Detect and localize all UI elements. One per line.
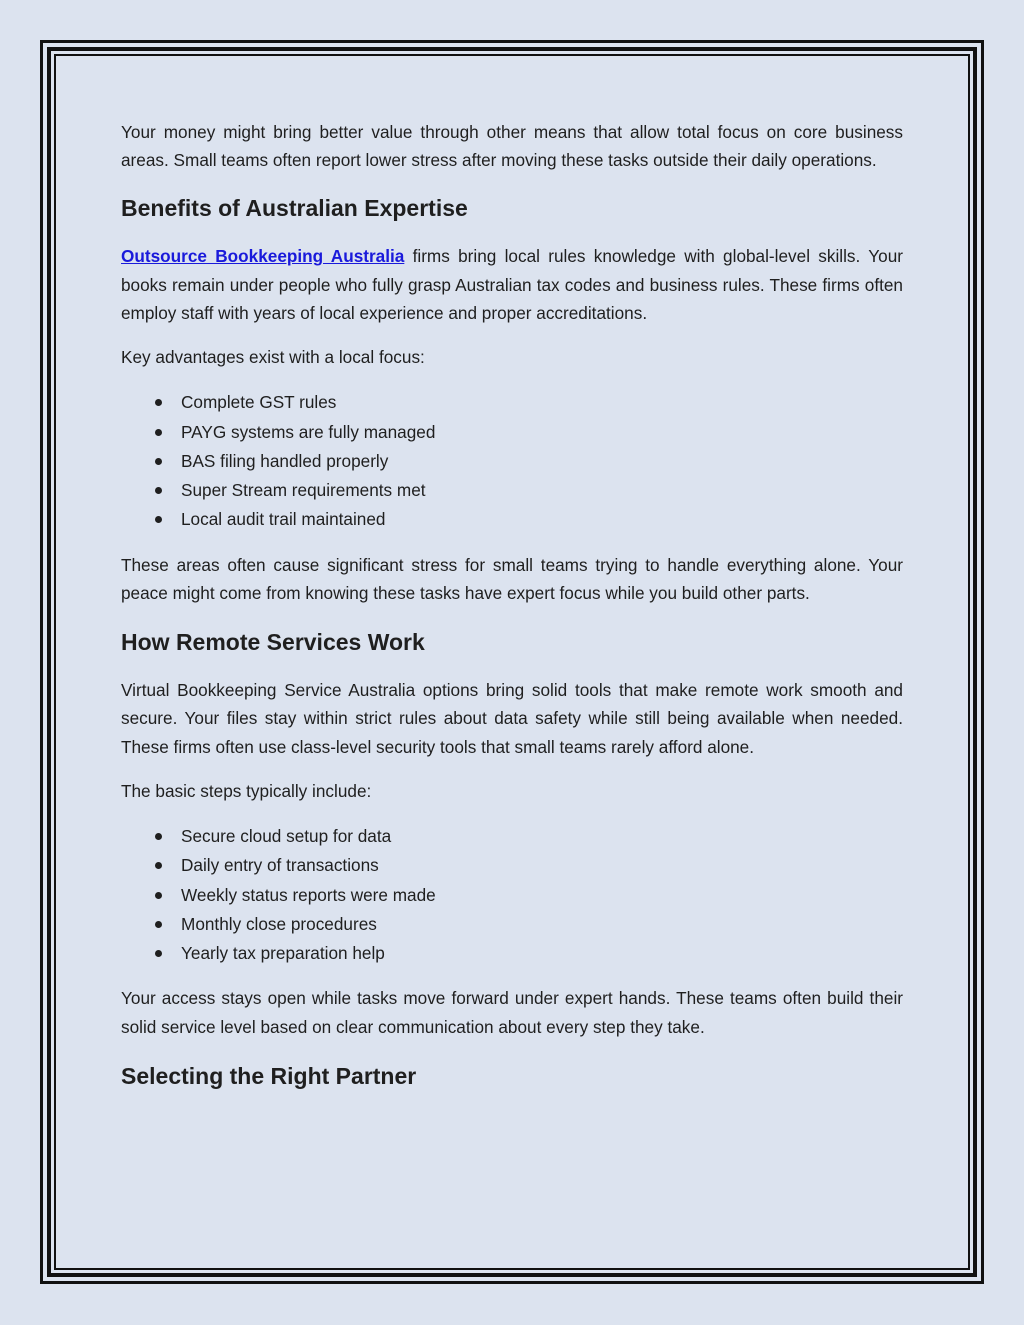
benefits-list (121, 388, 903, 534)
bullet-icon (155, 892, 162, 899)
list-item: Complete GST rules (121, 388, 903, 417)
remote-services-paragraph: Virtual Bookkeeping Service Australia options bring solid tools that make remote work smooth and secure. Your files stay within strict rules about data safety while still being available when needed. These firms often use class-level security tools that small teams rarely afford alone. (121, 680, 903, 757)
remote-services-lead: The basic steps typically include: (121, 780, 372, 801)
intro-paragraph: Your money might bring better value through other means that allow total focus on core business areas. Small teams often report lower stress after moving these tasks outside their daily operations. (121, 122, 903, 171)
bullet-icon (155, 950, 162, 957)
list-item: Local audit trail maintained (121, 505, 903, 534)
bullet-icon (155, 862, 162, 869)
heading-remote-services: How Remote Services Work (121, 629, 425, 656)
outsource-bookkeeping-link[interactable]: Outsource Bookkeeping Australia (121, 246, 405, 267)
benefits-closing: These areas often cause significant stress for small teams trying to handle everything alone. Your peace might come from knowing these tasks have expert focus while you build other parts. (121, 554, 903, 603)
list-item: Secure cloud setup for data (121, 822, 903, 851)
list-item: Yearly tax preparation help (121, 939, 903, 968)
list-item: Super Stream requirements met (121, 476, 903, 505)
benefits-paragraph (121, 242, 903, 327)
bullet-icon (155, 429, 162, 436)
list-item: BAS filing handled properly (121, 447, 903, 476)
benefits-lead: Key advantages exist with a local focus: (121, 347, 425, 368)
bullet-icon (155, 921, 162, 928)
steps-list (121, 822, 903, 968)
list-item: Weekly status reports were made (121, 881, 903, 910)
benefits-paragraph-text: firms bring local rules knowledge with global-level skills. Your books remain under people who fully grasp Australian tax codes and business rules. These firms often employ staff with years of local experience and proper accreditations. (121, 246, 903, 323)
bullet-icon (155, 458, 162, 465)
bullet-icon (155, 516, 162, 523)
document-body (121, 118, 903, 1091)
bullet-icon (155, 487, 162, 494)
bullet-icon (155, 833, 162, 840)
remote-services-closing: Your access stays open while tasks move forward under expert hands. These teams often build their solid service level based on clear communication about every step they take. (121, 988, 903, 1037)
list-item: Daily entry of transactions (121, 851, 903, 880)
heading-selecting-partner: Selecting the Right Partner (121, 1062, 417, 1089)
list-item: Monthly close procedures (121, 910, 903, 939)
bullet-icon (155, 399, 162, 406)
heading-benefits: Benefits of Australian Expertise (121, 195, 468, 222)
list-item: PAYG systems are fully managed (121, 418, 903, 447)
